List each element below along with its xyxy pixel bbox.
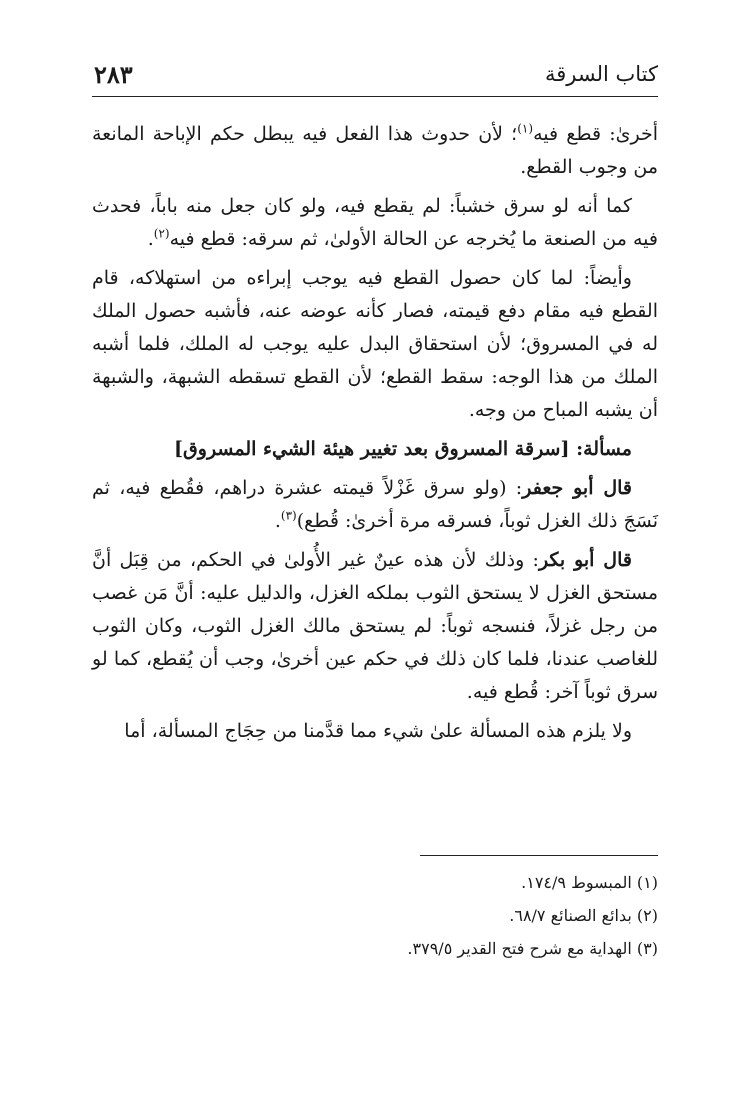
footnotes (92, 866, 658, 965)
footnote: (٢) بدائع الصنائع ٦٨/٧. (509, 906, 658, 925)
body-text (92, 118, 658, 754)
paragraph-text: ؛ لأن حدوث هذا الفعل فيه يبطل حكم الإباحة المانعة من وجوب القطع. (92, 123, 658, 178)
page-header (92, 62, 658, 97)
paragraph-text: وأيضاً: لما كان حصول القطع فيه يوجب إبراءه من استهلاكه، قام القطع فيه مقام دفع قيمته، فصار كأنه عوضه عنه، فأشبه حصول الملك له في المسروق؛ لأن استحقاق البدل عليه يوجب له الملك، فلما أشبه الملك من هذا الوجه: سقط القطع؛ لأن القطع تسقطه الشبهة، والشبهة أن يشبه المباح من وجه. (92, 267, 658, 421)
footnote-divider (420, 855, 658, 856)
paragraph-text: ولا يلزم هذه المسألة علىٰ شيء مما قدَّمنا من حِجَاج المسألة، أما (124, 720, 632, 742)
footnote: (١) المبسوط ١٧٤/٩. (521, 873, 658, 892)
speaker-label: قال أبو بكر (538, 549, 632, 571)
paragraph (92, 118, 658, 184)
paragraph-text: . (274, 510, 281, 532)
paragraph-text: : وذلك لأن هذه عينٌ غير الأُولىٰ في الحكم، من قِبَل أنَّ مستحق الغزل لا يستحق الثوب بملكه الغزل، والدليل عليه: أنَّ مَن غصب من رجل غزلاً، فنسجه ثوباً: لم يستحق مالك الغزل الثوب، وكان الثوب للغاصب عندنا، فلما كان ذلك في حكم عين أخرىٰ، وجب أن يُقطع، كما لو سرق ثوباً آخر: قُطع فيه. (92, 549, 658, 703)
paragraph (92, 262, 658, 427)
issue-heading (92, 433, 658, 466)
paragraph-text: . (147, 228, 154, 250)
footnote-ref: (٢) (153, 226, 170, 241)
footnote-ref: (١) (517, 121, 534, 136)
page-number: ٢٨٣ (94, 60, 133, 89)
issue-heading-text: مسألة: [سرقة المسروق بعد تغيير هيئة الشيء المسروق] (174, 438, 632, 460)
paragraph (92, 715, 658, 748)
running-title: كتاب السرقة (544, 62, 658, 86)
paragraph-text: كما أنه لو سرق خشباً: لم يقطع فيه، ولو كان جعل منه باباً، فحدث فيه من الصنعة ما يُخرجه عن الحالة الأولىٰ، ثم سرقه: قطع فيه (92, 195, 658, 250)
paragraph-text: : (ولو سرق غَزْلاً قيمته عشرة دراهم، فقُطع فيه، ثم نَسَجَ ذلك الغزل ثوباً، فسرقه مرة أخرىٰ: قُطع) (92, 477, 658, 532)
footnote: (٣) الهداية مع شرح فتح القدير ٣٧٩/٥. (407, 939, 658, 958)
paragraph (92, 544, 658, 709)
paragraph (92, 472, 658, 538)
footnote-ref: (٣) (280, 508, 297, 523)
paragraph-text: أخرىٰ: قطع فيه (533, 123, 658, 145)
paragraph (92, 190, 658, 256)
speaker-label: قال أبو جعفر (522, 477, 633, 499)
